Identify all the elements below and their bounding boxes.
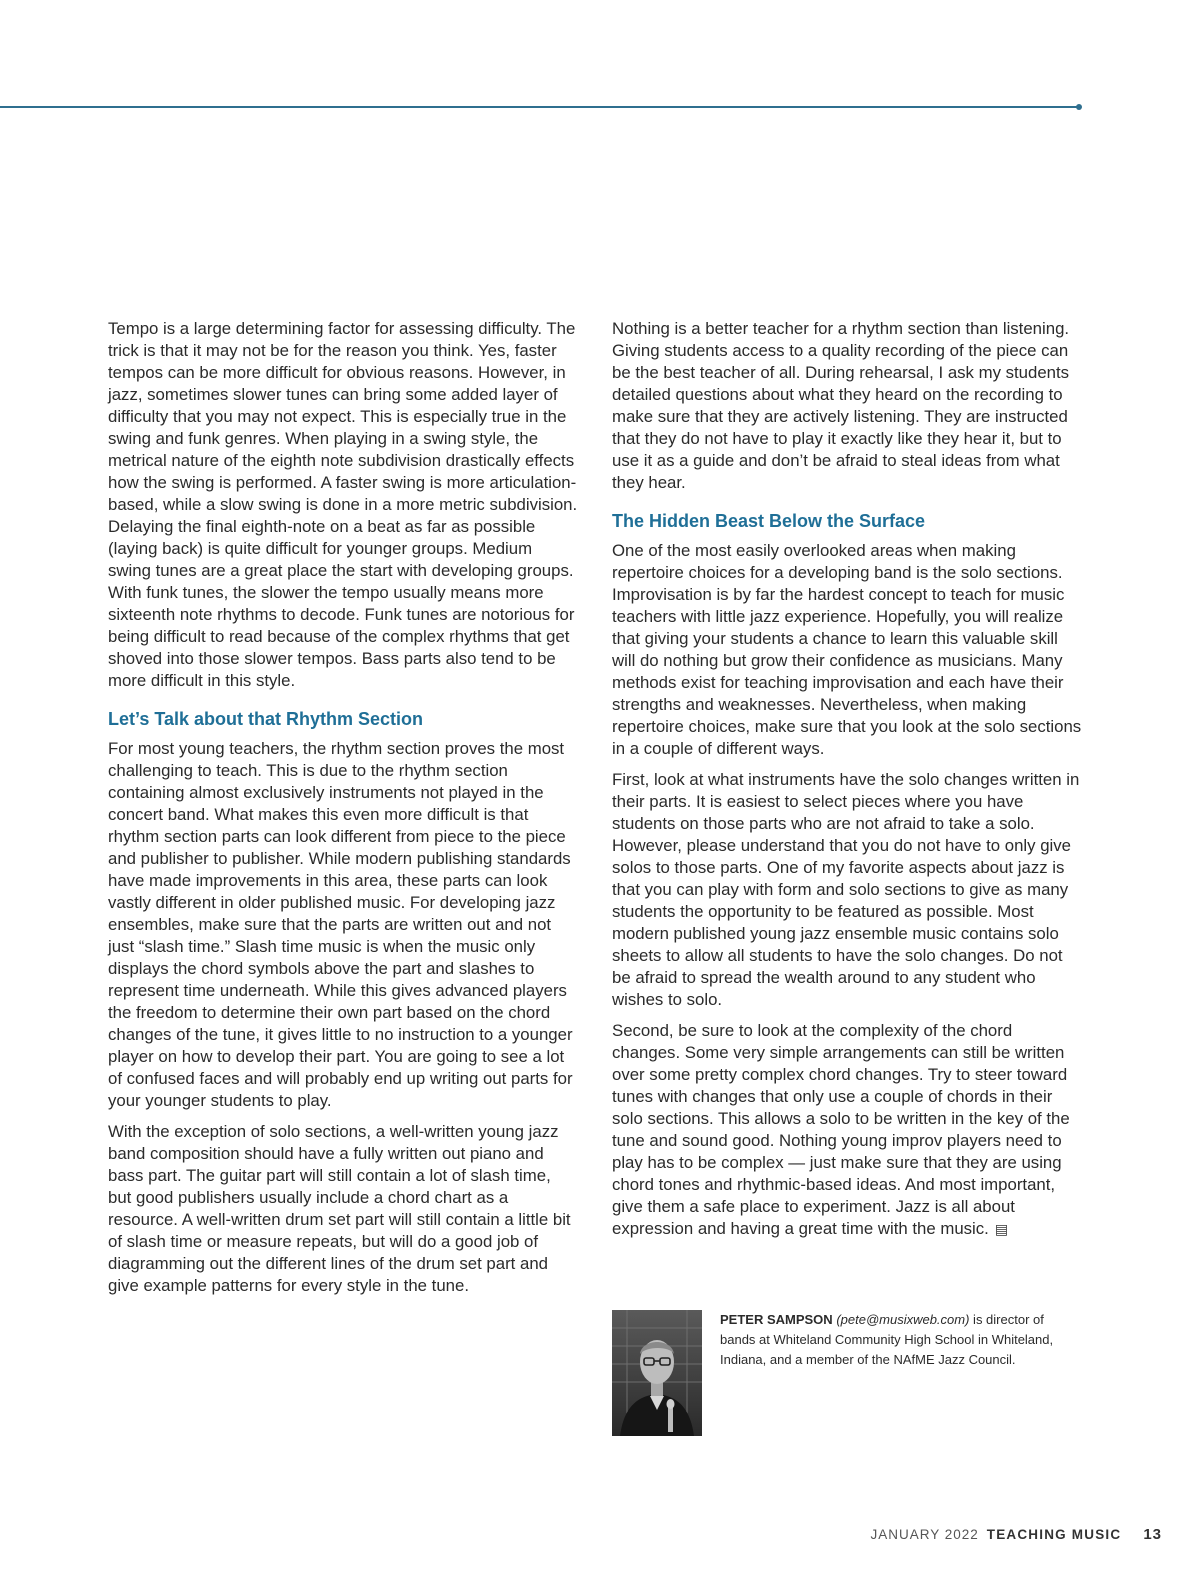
- left-column: [108, 318, 578, 1306]
- footer-magazine-title: TEACHING MUSIC: [986, 1527, 1122, 1542]
- author-bio-text: [720, 1310, 1082, 1370]
- paragraph-tempo: Tempo is a large determining factor for assessing difficulty. The trick is that it may not be for the reason you think. Yes, faster tempos can be more difficult for obvious reasons. However, in jazz, sometimes slower tunes can bring some added layer of difficulty that you may not expect. This is especially true in the swing and funk genres. When playing in a swing style, the metrical nature of the eighth note subdivision drastically effects how the swing is performed. A faster swing is more articulation-based, while a slow swing is done in a more metric subdivision. Delaying the final eighth-note on a beat as far as possible (laying back) is quite difficult for younger groups. Medium swing tunes are a great place the start with developing groups. With funk tunes, the slower the tempo usually means more sixteenth note rhythms to decode. Funk tunes are notorious for being difficult to read because of the complex rhythms that get shoved into those slower tempos. Bass parts also tend to be more difficult in this style.: [108, 319, 578, 690]
- paragraph-rhythm-section: For most young teachers, the rhythm section proves the most challenging to teach. This is due to the rhythm section containing almost exclusively instruments not played in the concert band. What makes this even more difficult is that rhythm section parts can look different from piece to the piece and publisher to publisher. While modern publishing standards have made improvements in this area, these parts can look vastly different in older published music. For developing jazz ensembles, make sure that the parts are written out and not just “slash time.” Slash time music is when the music only displays the chord symbols above the part and slashes to represent time underneath. While this gives advanced players the freedom to determine their own part based on the chord changes of the tune, it gives little to no instruction to a younger player on how to develop their part. You are going to see a lot of confused faces and will probably end up writing out parts for your younger students to play.: [108, 739, 573, 1110]
- right-column: [612, 318, 1082, 1249]
- page-number: 13: [1143, 1526, 1162, 1543]
- heading-hidden-beast: The Hidden Beast Below the Surface: [612, 511, 926, 531]
- header-rule-dot: [1076, 104, 1082, 110]
- paragraph-second-text: Second, be sure to look at the complexity of the chord changes. Some very simple arrangements can still be written over some pretty complex chord changes. Try to steer toward tunes with changes that only use a couple of chords in their solo sections. This allows a solo to be written in the key of the tune and sound good. Nothing young improv players need to play has to be complex — just make sure that they are using chord tones and rhythmic-based ideas. And most important, give them a safe place to experiment. Jazz is all about expression and having a great time with the music.: [612, 1021, 1070, 1238]
- end-mark-icon: ▤: [994, 1221, 1009, 1237]
- author-name: PETER SAMPSON: [720, 1312, 833, 1327]
- header-rule: [0, 106, 1080, 108]
- footer-issue-date: JANUARY 2022: [870, 1527, 979, 1542]
- paragraph-first: First, look at what instruments have the solo changes written in their parts. It is easiest to select pieces where you have students on those parts who are not afraid to take a solo. However, please understand that you do not have to only give solos to those parts. One of my favorite aspects about jazz is that you can play with form and solo sections to give as many students the opportunity to be featured as possible. Most modern published young jazz ensemble music contains solo sheets to allow all students to have the solo changes. Do not be afraid to spread the wealth around to any student who wishes to solo.: [612, 770, 1080, 1009]
- author-description: is director of bands at Whiteland Community High School in Whiteland, Indiana, and a member of the NAfME Jazz Council.: [720, 1312, 1054, 1367]
- author-photo-image: [612, 1310, 702, 1436]
- heading-rhythm-section: Let’s Talk about that Rhythm Section: [108, 709, 424, 729]
- author-email: (pete@musixweb.com): [836, 1312, 970, 1327]
- author-photo: [612, 1310, 702, 1436]
- author-bio: [612, 1310, 1082, 1440]
- page-footer: [870, 1526, 1162, 1543]
- paragraph-listening: Nothing is a better teacher for a rhythm section than listening. Giving students access to a quality recording of the piece can be the best teacher of all. During rehearsal, I ask my students detailed questions about what they heard on the recording to make sure that they are actively listening. They are instructed that they do not have to play it exactly like they hear it, but to use it as a guide and don’t be afraid to steal ideas from what they hear.: [612, 319, 1070, 492]
- paragraph-second: [612, 1020, 1082, 1240]
- paragraph-written-parts: With the exception of solo sections, a well-written young jazz band composition should have a fully written out piano and bass part. The guitar part will still contain a lot of slash time, but good publishers usually include a chord chart as a resource. A well-written drum set part will still contain a little bit of slash time or measure repeats, but will do a good job of diagramming out the different lines of the drum set part and give example patterns for every style in the tune.: [108, 1122, 571, 1295]
- paragraph-solo-sections: One of the most easily overlooked areas when making repertoire choices for a developing band is the solo sections. Improvisation is by far the hardest concept to teach for music teachers with little jazz experience. Hopefully, you will realize that giving your students a chance to learn this valuable skill will do nothing but grow their confidence as musicians. Many methods exist for teaching improvisation and each have their strengths and weaknesses. Nevertheless, when making repertoire choices, make sure that you look at the solo sections in a couple of different ways.: [612, 541, 1082, 758]
